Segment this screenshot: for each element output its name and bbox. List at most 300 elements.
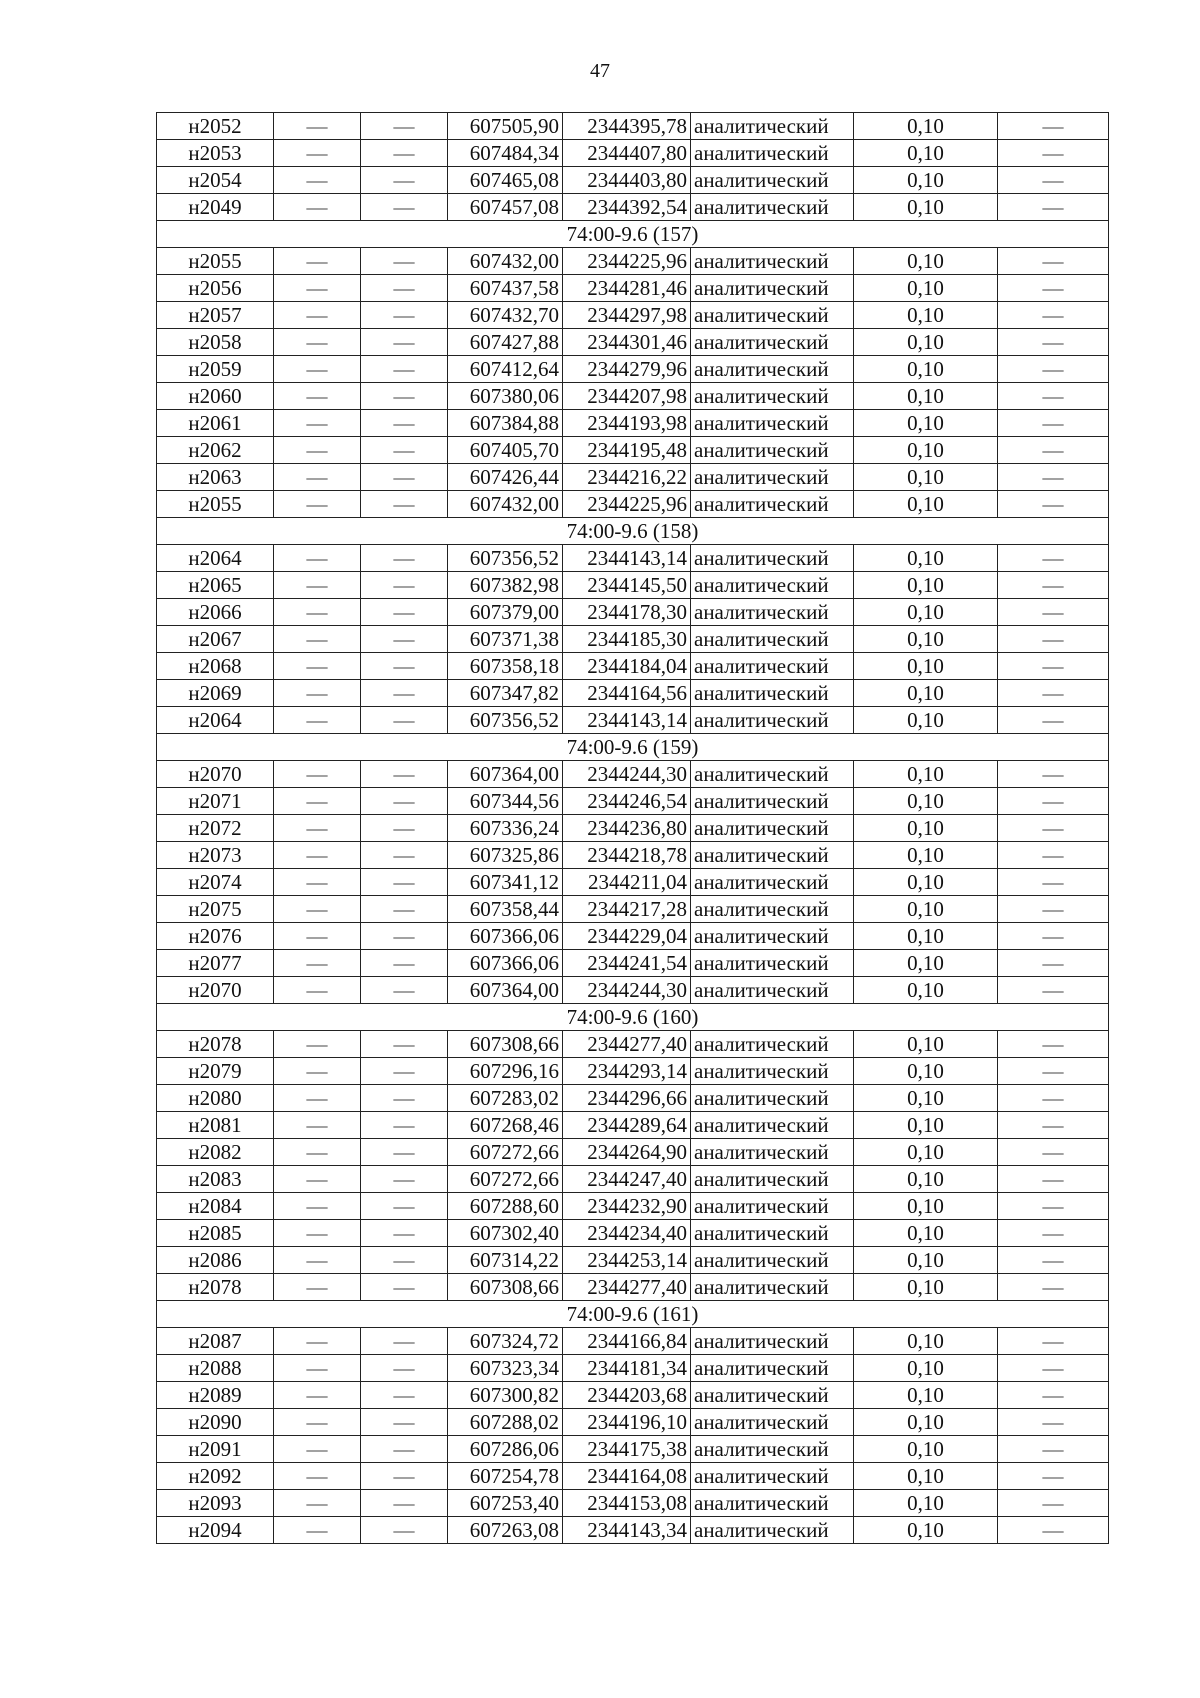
old-x-cell: — <box>274 1166 361 1193</box>
accuracy-cell: 0,10 <box>854 383 998 410</box>
old-x-cell: — <box>274 950 361 977</box>
old-x-cell: — <box>274 248 361 275</box>
old-x-cell: — <box>274 842 361 869</box>
method-cell: аналитический <box>691 248 854 275</box>
y-coordinate-cell: 2344277,40 <box>563 1274 691 1301</box>
old-y-cell: — <box>361 680 448 707</box>
point-id-cell: н2059 <box>157 356 274 383</box>
method-cell: аналитический <box>691 1058 854 1085</box>
accuracy-cell: 0,10 <box>854 950 998 977</box>
point-id-cell: н2081 <box>157 1112 274 1139</box>
old-x-cell: — <box>274 464 361 491</box>
table-row <box>157 1517 1109 1544</box>
x-coordinate-cell: 607324,72 <box>448 1328 563 1355</box>
table-row <box>157 707 1109 734</box>
method-cell: аналитический <box>691 437 854 464</box>
old-x-cell: — <box>274 788 361 815</box>
table-body <box>157 113 1109 1544</box>
table-row <box>157 1328 1109 1355</box>
table-row <box>157 626 1109 653</box>
point-id-cell: н2094 <box>157 1517 274 1544</box>
y-coordinate-cell: 2344185,30 <box>563 626 691 653</box>
description-cell: — <box>998 1247 1109 1274</box>
point-id-cell: н2092 <box>157 1463 274 1490</box>
y-coordinate-cell: 2344143,14 <box>563 707 691 734</box>
old-y-cell: — <box>361 1220 448 1247</box>
description-cell: — <box>998 113 1109 140</box>
y-coordinate-cell: 2344296,66 <box>563 1085 691 1112</box>
table-row <box>157 1409 1109 1436</box>
old-y-cell: — <box>361 1382 448 1409</box>
y-coordinate-cell: 2344181,34 <box>563 1355 691 1382</box>
old-x-cell: — <box>274 1490 361 1517</box>
table-row <box>157 815 1109 842</box>
old-y-cell: — <box>361 167 448 194</box>
table-row <box>157 761 1109 788</box>
accuracy-cell: 0,10 <box>854 464 998 491</box>
method-cell: аналитический <box>691 491 854 518</box>
point-id-cell: н2089 <box>157 1382 274 1409</box>
table-row <box>157 491 1109 518</box>
point-id-cell: н2085 <box>157 1220 274 1247</box>
accuracy-cell: 0,10 <box>854 1328 998 1355</box>
description-cell: — <box>998 896 1109 923</box>
point-id-cell: н2079 <box>157 1058 274 1085</box>
y-coordinate-cell: 2344143,14 <box>563 545 691 572</box>
x-coordinate-cell: 607364,00 <box>448 761 563 788</box>
y-coordinate-cell: 2344297,98 <box>563 302 691 329</box>
table-row <box>157 302 1109 329</box>
table-row <box>157 1463 1109 1490</box>
method-cell: аналитический <box>691 1328 854 1355</box>
table-row <box>157 1220 1109 1247</box>
accuracy-cell: 0,10 <box>854 1355 998 1382</box>
x-coordinate-cell: 607323,34 <box>448 1355 563 1382</box>
old-y-cell: — <box>361 1409 448 1436</box>
method-cell: аналитический <box>691 113 854 140</box>
old-x-cell: — <box>274 761 361 788</box>
point-id-cell: н2049 <box>157 194 274 221</box>
table-row <box>157 248 1109 275</box>
table-row <box>157 1274 1109 1301</box>
method-cell: аналитический <box>691 761 854 788</box>
description-cell: — <box>998 167 1109 194</box>
point-id-cell: н2072 <box>157 815 274 842</box>
table-row <box>157 1193 1109 1220</box>
table-row <box>157 1139 1109 1166</box>
y-coordinate-cell: 2344229,04 <box>563 923 691 950</box>
point-id-cell: н2080 <box>157 1085 274 1112</box>
x-coordinate-cell: 607272,66 <box>448 1139 563 1166</box>
accuracy-cell: 0,10 <box>854 815 998 842</box>
point-id-cell: н2066 <box>157 599 274 626</box>
x-coordinate-cell: 607364,00 <box>448 977 563 1004</box>
accuracy-cell: 0,10 <box>854 437 998 464</box>
description-cell: — <box>998 761 1109 788</box>
accuracy-cell: 0,10 <box>854 680 998 707</box>
old-x-cell: — <box>274 977 361 1004</box>
y-coordinate-cell: 2344253,14 <box>563 1247 691 1274</box>
accuracy-cell: 0,10 <box>854 1517 998 1544</box>
description-cell: — <box>998 356 1109 383</box>
y-coordinate-cell: 2344225,96 <box>563 491 691 518</box>
table-row <box>157 1058 1109 1085</box>
old-y-cell: — <box>361 761 448 788</box>
table-row <box>157 788 1109 815</box>
description-cell: — <box>998 950 1109 977</box>
old-y-cell: — <box>361 842 448 869</box>
old-y-cell: — <box>361 1112 448 1139</box>
old-y-cell: — <box>361 1031 448 1058</box>
point-id-cell: н2054 <box>157 167 274 194</box>
description-cell: — <box>998 1031 1109 1058</box>
accuracy-cell: 0,10 <box>854 1085 998 1112</box>
y-coordinate-cell: 2344407,80 <box>563 140 691 167</box>
point-id-cell: н2076 <box>157 923 274 950</box>
old-x-cell: — <box>274 329 361 356</box>
point-id-cell: н2053 <box>157 140 274 167</box>
method-cell: аналитический <box>691 599 854 626</box>
accuracy-cell: 0,10 <box>854 653 998 680</box>
old-y-cell: — <box>361 275 448 302</box>
accuracy-cell: 0,10 <box>854 599 998 626</box>
old-y-cell: — <box>361 1274 448 1301</box>
old-y-cell: — <box>361 410 448 437</box>
table-row <box>157 572 1109 599</box>
y-coordinate-cell: 2344241,54 <box>563 950 691 977</box>
method-cell: аналитический <box>691 1220 854 1247</box>
description-cell: — <box>998 1166 1109 1193</box>
y-coordinate-cell: 2344289,64 <box>563 1112 691 1139</box>
old-y-cell: — <box>361 356 448 383</box>
method-cell: аналитический <box>691 1409 854 1436</box>
accuracy-cell: 0,10 <box>854 1031 998 1058</box>
x-coordinate-cell: 607384,88 <box>448 410 563 437</box>
table-row <box>157 842 1109 869</box>
x-coordinate-cell: 607379,00 <box>448 599 563 626</box>
point-id-cell: н2074 <box>157 869 274 896</box>
method-cell: аналитический <box>691 1085 854 1112</box>
method-cell: аналитический <box>691 653 854 680</box>
method-cell: аналитический <box>691 329 854 356</box>
description-cell: — <box>998 923 1109 950</box>
method-cell: аналитический <box>691 1193 854 1220</box>
description-cell: — <box>998 302 1109 329</box>
old-x-cell: — <box>274 707 361 734</box>
x-coordinate-cell: 607432,70 <box>448 302 563 329</box>
y-coordinate-cell: 2344244,30 <box>563 977 691 1004</box>
old-y-cell: — <box>361 1058 448 1085</box>
table-row <box>157 680 1109 707</box>
method-cell: аналитический <box>691 977 854 1004</box>
x-coordinate-cell: 607505,90 <box>448 113 563 140</box>
old-y-cell: — <box>361 383 448 410</box>
method-cell: аналитический <box>691 1355 854 1382</box>
old-x-cell: — <box>274 1274 361 1301</box>
old-x-cell: — <box>274 599 361 626</box>
point-id-cell: н2052 <box>157 113 274 140</box>
point-id-cell: н2062 <box>157 437 274 464</box>
old-x-cell: — <box>274 1355 361 1382</box>
section-title: 74:00-9.6 (157) <box>157 221 1109 248</box>
table-row <box>157 383 1109 410</box>
accuracy-cell: 0,10 <box>854 1382 998 1409</box>
y-coordinate-cell: 2344395,78 <box>563 113 691 140</box>
point-id-cell: н2070 <box>157 761 274 788</box>
description-cell: — <box>998 1058 1109 1085</box>
point-id-cell: н2083 <box>157 1166 274 1193</box>
accuracy-cell: 0,10 <box>854 1220 998 1247</box>
description-cell: — <box>998 707 1109 734</box>
old-x-cell: — <box>274 1436 361 1463</box>
table-row <box>157 1436 1109 1463</box>
x-coordinate-cell: 607341,12 <box>448 869 563 896</box>
table-row <box>157 437 1109 464</box>
section-header-row <box>157 734 1109 761</box>
x-coordinate-cell: 607325,86 <box>448 842 563 869</box>
x-coordinate-cell: 607366,06 <box>448 950 563 977</box>
point-id-cell: н2065 <box>157 572 274 599</box>
method-cell: аналитический <box>691 680 854 707</box>
y-coordinate-cell: 2344281,46 <box>563 275 691 302</box>
table-row <box>157 545 1109 572</box>
old-y-cell: — <box>361 491 448 518</box>
method-cell: аналитический <box>691 1274 854 1301</box>
description-cell: — <box>998 815 1109 842</box>
old-x-cell: — <box>274 896 361 923</box>
section-header-row <box>157 1004 1109 1031</box>
accuracy-cell: 0,10 <box>854 896 998 923</box>
point-id-cell: н2073 <box>157 842 274 869</box>
x-coordinate-cell: 607347,82 <box>448 680 563 707</box>
y-coordinate-cell: 2344218,78 <box>563 842 691 869</box>
x-coordinate-cell: 607358,18 <box>448 653 563 680</box>
y-coordinate-cell: 2344301,46 <box>563 329 691 356</box>
x-coordinate-cell: 607253,40 <box>448 1490 563 1517</box>
y-coordinate-cell: 2344196,10 <box>563 1409 691 1436</box>
accuracy-cell: 0,10 <box>854 113 998 140</box>
old-y-cell: — <box>361 464 448 491</box>
method-cell: аналитический <box>691 167 854 194</box>
table-row <box>157 464 1109 491</box>
table-row <box>157 329 1109 356</box>
table-row <box>157 1031 1109 1058</box>
old-x-cell: — <box>274 1247 361 1274</box>
old-y-cell: — <box>361 1463 448 1490</box>
description-cell: — <box>998 140 1109 167</box>
old-y-cell: — <box>361 653 448 680</box>
y-coordinate-cell: 2344225,96 <box>563 248 691 275</box>
old-y-cell: — <box>361 707 448 734</box>
y-coordinate-cell: 2344236,80 <box>563 815 691 842</box>
x-coordinate-cell: 607465,08 <box>448 167 563 194</box>
point-id-cell: н2093 <box>157 1490 274 1517</box>
old-x-cell: — <box>274 1328 361 1355</box>
old-x-cell: — <box>274 815 361 842</box>
description-cell: — <box>998 1517 1109 1544</box>
old-y-cell: — <box>361 1166 448 1193</box>
description-cell: — <box>998 869 1109 896</box>
description-cell: — <box>998 275 1109 302</box>
method-cell: аналитический <box>691 275 854 302</box>
section-title: 74:00-9.6 (160) <box>157 1004 1109 1031</box>
method-cell: аналитический <box>691 410 854 437</box>
section-title: 74:00-9.6 (159) <box>157 734 1109 761</box>
point-id-cell: н2075 <box>157 896 274 923</box>
old-y-cell: — <box>361 194 448 221</box>
method-cell: аналитический <box>691 464 854 491</box>
old-x-cell: — <box>274 410 361 437</box>
description-cell: — <box>998 1112 1109 1139</box>
point-id-cell: н2087 <box>157 1328 274 1355</box>
description-cell: — <box>998 1355 1109 1382</box>
accuracy-cell: 0,10 <box>854 923 998 950</box>
point-id-cell: н2064 <box>157 707 274 734</box>
table-row <box>157 599 1109 626</box>
section-header-row <box>157 1301 1109 1328</box>
accuracy-cell: 0,10 <box>854 167 998 194</box>
y-coordinate-cell: 2344184,04 <box>563 653 691 680</box>
method-cell: аналитический <box>691 1247 854 1274</box>
y-coordinate-cell: 2344216,22 <box>563 464 691 491</box>
description-cell: — <box>998 1274 1109 1301</box>
method-cell: аналитический <box>691 356 854 383</box>
old-x-cell: — <box>274 194 361 221</box>
section-header-row <box>157 518 1109 545</box>
x-coordinate-cell: 607382,98 <box>448 572 563 599</box>
method-cell: аналитический <box>691 1112 854 1139</box>
old-x-cell: — <box>274 140 361 167</box>
point-id-cell: н2060 <box>157 383 274 410</box>
x-coordinate-cell: 607268,46 <box>448 1112 563 1139</box>
x-coordinate-cell: 607426,44 <box>448 464 563 491</box>
old-y-cell: — <box>361 572 448 599</box>
old-x-cell: — <box>274 1463 361 1490</box>
accuracy-cell: 0,10 <box>854 1166 998 1193</box>
section-title: 74:00-9.6 (161) <box>157 1301 1109 1328</box>
old-x-cell: — <box>274 167 361 194</box>
accuracy-cell: 0,10 <box>854 356 998 383</box>
y-coordinate-cell: 2344247,40 <box>563 1166 691 1193</box>
method-cell: аналитический <box>691 626 854 653</box>
point-id-cell: н2064 <box>157 545 274 572</box>
old-y-cell: — <box>361 815 448 842</box>
method-cell: аналитический <box>691 707 854 734</box>
old-x-cell: — <box>274 680 361 707</box>
old-y-cell: — <box>361 599 448 626</box>
y-coordinate-cell: 2344211,04 <box>563 869 691 896</box>
table-row <box>157 896 1109 923</box>
point-id-cell: н2067 <box>157 626 274 653</box>
point-id-cell: н2091 <box>157 1436 274 1463</box>
accuracy-cell: 0,10 <box>854 842 998 869</box>
y-coordinate-cell: 2344277,40 <box>563 1031 691 1058</box>
accuracy-cell: 0,10 <box>854 1463 998 1490</box>
description-cell: — <box>998 599 1109 626</box>
table-row <box>157 653 1109 680</box>
description-cell: — <box>998 680 1109 707</box>
old-y-cell: — <box>361 248 448 275</box>
method-cell: аналитический <box>691 842 854 869</box>
point-id-cell: н2088 <box>157 1355 274 1382</box>
x-coordinate-cell: 607432,00 <box>448 248 563 275</box>
description-cell: — <box>998 572 1109 599</box>
description-cell: — <box>998 1085 1109 1112</box>
point-id-cell: н2061 <box>157 410 274 437</box>
y-coordinate-cell: 2344175,38 <box>563 1436 691 1463</box>
x-coordinate-cell: 607286,06 <box>448 1436 563 1463</box>
accuracy-cell: 0,10 <box>854 1193 998 1220</box>
method-cell: аналитический <box>691 923 854 950</box>
table-row <box>157 410 1109 437</box>
old-x-cell: — <box>274 653 361 680</box>
point-id-cell: н2069 <box>157 680 274 707</box>
y-coordinate-cell: 2344203,68 <box>563 1382 691 1409</box>
method-cell: аналитический <box>691 1517 854 1544</box>
y-coordinate-cell: 2344193,98 <box>563 410 691 437</box>
method-cell: аналитический <box>691 1436 854 1463</box>
point-id-cell: н2057 <box>157 302 274 329</box>
description-cell: — <box>998 1328 1109 1355</box>
old-y-cell: — <box>361 1328 448 1355</box>
accuracy-cell: 0,10 <box>854 707 998 734</box>
old-y-cell: — <box>361 788 448 815</box>
table-row <box>157 113 1109 140</box>
old-x-cell: — <box>274 383 361 410</box>
accuracy-cell: 0,10 <box>854 1409 998 1436</box>
old-y-cell: — <box>361 950 448 977</box>
accuracy-cell: 0,10 <box>854 140 998 167</box>
point-id-cell: н2084 <box>157 1193 274 1220</box>
table-row <box>157 167 1109 194</box>
y-coordinate-cell: 2344166,84 <box>563 1328 691 1355</box>
table-row <box>157 140 1109 167</box>
old-y-cell: — <box>361 545 448 572</box>
x-coordinate-cell: 607358,44 <box>448 896 563 923</box>
accuracy-cell: 0,10 <box>854 1247 998 1274</box>
accuracy-cell: 0,10 <box>854 1139 998 1166</box>
method-cell: аналитический <box>691 788 854 815</box>
point-id-cell: н2055 <box>157 248 274 275</box>
accuracy-cell: 0,10 <box>854 248 998 275</box>
method-cell: аналитический <box>691 1139 854 1166</box>
description-cell: — <box>998 437 1109 464</box>
old-x-cell: — <box>274 1220 361 1247</box>
description-cell: — <box>998 464 1109 491</box>
section-header-row <box>157 221 1109 248</box>
y-coordinate-cell: 2344234,40 <box>563 1220 691 1247</box>
y-coordinate-cell: 2344178,30 <box>563 599 691 626</box>
old-x-cell: — <box>274 302 361 329</box>
accuracy-cell: 0,10 <box>854 626 998 653</box>
x-coordinate-cell: 607296,16 <box>448 1058 563 1085</box>
description-cell: — <box>998 1193 1109 1220</box>
old-x-cell: — <box>274 572 361 599</box>
old-x-cell: — <box>274 1031 361 1058</box>
x-coordinate-cell: 607432,00 <box>448 491 563 518</box>
x-coordinate-cell: 607405,70 <box>448 437 563 464</box>
accuracy-cell: 0,10 <box>854 761 998 788</box>
method-cell: аналитический <box>691 815 854 842</box>
accuracy-cell: 0,10 <box>854 1490 998 1517</box>
x-coordinate-cell: 607314,22 <box>448 1247 563 1274</box>
method-cell: аналитический <box>691 572 854 599</box>
old-x-cell: — <box>274 1193 361 1220</box>
description-cell: — <box>998 1463 1109 1490</box>
x-coordinate-cell: 607380,06 <box>448 383 563 410</box>
y-coordinate-cell: 2344244,30 <box>563 761 691 788</box>
method-cell: аналитический <box>691 1382 854 1409</box>
